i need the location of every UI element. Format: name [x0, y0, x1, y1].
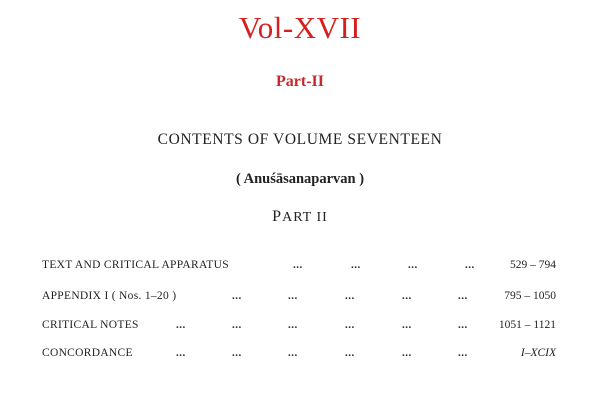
volume-title: Vol-XVII — [238, 10, 362, 45]
toc-entry-label: TEXT AND CRITICAL APPARATUS — [42, 259, 229, 271]
leader-dots: ... — [288, 319, 298, 331]
leader-dots: ... — [351, 259, 361, 271]
leader-dots: ... — [402, 319, 412, 331]
toc-row — [0, 290, 600, 308]
leader-dots: ... — [465, 259, 475, 271]
leader-dots: ... — [408, 259, 418, 271]
part-subheading — [0, 208, 600, 226]
leader-dots: ... — [402, 347, 412, 359]
leader-dots: ... — [345, 290, 355, 302]
leader-dots: ... — [176, 319, 186, 331]
toc-entry-pages: 1051 – 1121 — [498, 319, 556, 331]
leader-dots: ... — [293, 259, 303, 271]
parvan-name: ( Anuśāsanaparvan ) — [235, 171, 365, 187]
toc-entry-label: CRITICAL NOTES — [42, 319, 139, 331]
toc-entry-pages: 529 – 794 — [510, 259, 556, 271]
part-heading: Part-II — [276, 73, 324, 90]
leader-dots: ... — [345, 347, 355, 359]
leader-dots: ... — [458, 319, 468, 331]
leader-dots: ... — [232, 319, 242, 331]
part-subheading-initial: P — [272, 208, 283, 225]
toc-row — [0, 319, 600, 337]
toc-row — [0, 259, 600, 277]
leader-dots: ... — [458, 347, 468, 359]
toc-entry-label: APPENDIX I ( Nos. 1–20 ) — [42, 290, 177, 302]
leader-dots: ... — [458, 290, 468, 302]
part-subheading-rest: ART II — [282, 210, 328, 225]
toc-entry-pages: 795 – 1050 — [504, 290, 556, 302]
leader-dots: ... — [345, 319, 355, 331]
leader-dots: ... — [176, 347, 186, 359]
leader-dots: ... — [232, 290, 242, 302]
contents-heading: CONTENTS OF VOLUME SEVENTEEN — [157, 131, 443, 148]
toc-entry-pages: I–XCIX — [520, 347, 556, 359]
leader-dots: ... — [288, 290, 298, 302]
toc-entry-label: CONCORDANCE — [42, 347, 133, 359]
leader-dots: ... — [402, 290, 412, 302]
leader-dots: ... — [288, 347, 298, 359]
toc-row — [0, 347, 600, 365]
leader-dots: ... — [232, 347, 242, 359]
